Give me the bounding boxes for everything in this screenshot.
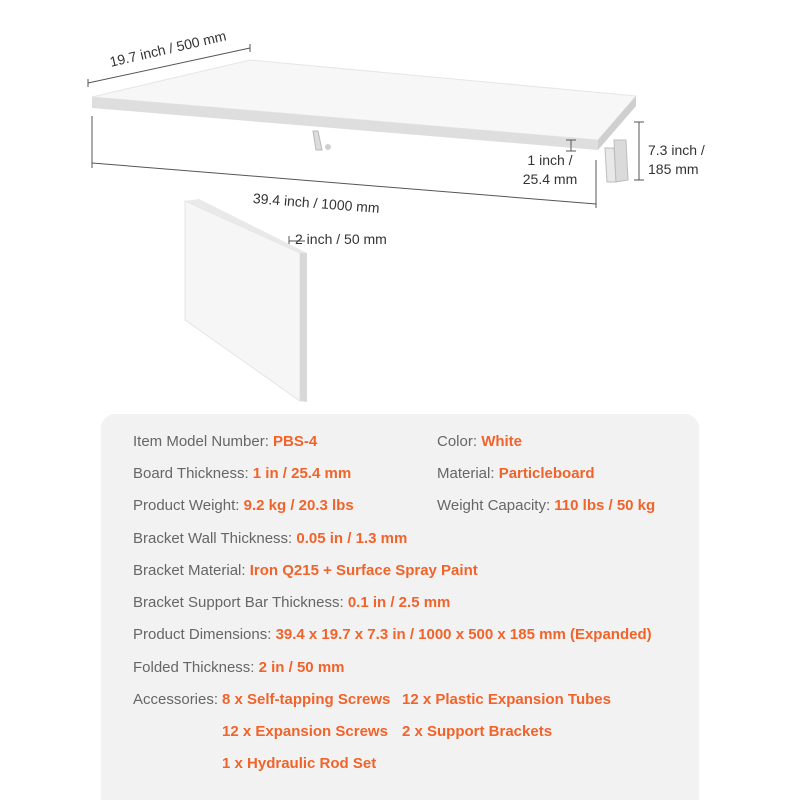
spec-capacity-value: 110 lbs / 50 kg [554,497,656,514]
spec-accessories-label: Accessories: [133,691,219,708]
spec-dimensions [133,626,652,643]
folded-panel [185,199,307,402]
spec-bracket-material-label: Bracket Material: [133,562,250,579]
spec-folded-value: 2 in / 50 mm [258,659,345,676]
width-dimension-label: 39.4 inch / 1000 mm [252,190,381,216]
accessory-item: 8 x Self-tapping Screws [222,691,391,708]
spec-model-label: Item Model Number: [133,433,274,450]
spec-material [437,465,595,482]
accessory-item: 12 x Expansion Screws [222,723,388,740]
spec-accessories [133,691,218,708]
thickness-line1: 1 inch / [527,152,573,168]
spec-support-bar-value: 0.1 in / 2.5 mm [347,594,451,611]
spec-material-label: Material: [437,465,499,482]
spec-folded [133,659,345,676]
spec-bracket-wall [133,530,407,547]
depth-dimension-label: 19.7 inch / 500 mm [108,27,228,70]
spec-bracket-wall-value: 0.05 in / 1.3 mm [296,530,408,547]
spec-weight [133,497,354,514]
spec-bracket-material [133,562,478,579]
accessory-item: 2 x Support Brackets [402,723,553,740]
spec-material-value: Particleboard [498,465,595,482]
spec-model [133,433,317,450]
spec-support-bar-label: Bracket Support Bar Thickness: [133,594,348,611]
spec-board-thickness [133,465,351,482]
spec-dimensions-label: Product Dimensions: [133,626,276,643]
height-dimension-label [648,141,705,179]
spec-weight-label: Product Weight: [133,497,244,514]
spec-board-value: 1 in / 25.4 mm [252,465,352,482]
spec-support-bar [133,594,450,611]
folded-dimension-label: 2 inch / 50 mm [295,231,387,247]
height-line2: 185 mm [648,161,699,177]
spec-color [437,433,522,450]
spec-model-value: PBS-4 [273,433,318,450]
spec-weight-value: 9.2 kg / 20.3 lbs [243,497,354,514]
spec-bracket-material-value: Iron Q215 + Surface Spray Paint [249,562,478,579]
spec-color-label: Color: [437,433,482,450]
spec-color-value: White [481,433,523,450]
thickness-dimension-label [518,151,582,189]
accessory-item: 12 x Plastic Expansion Tubes [402,691,611,708]
spec-bracket-wall-label: Bracket Wall Thickness: [133,530,297,547]
spec-capacity-label: Weight Capacity: [437,497,555,514]
spec-board-label: Board Thickness: [133,465,253,482]
height-line1: 7.3 inch / [648,142,705,158]
spec-capacity [437,497,655,514]
spec-folded-label: Folded Thickness: [133,659,259,676]
spec-dimensions-value: 39.4 x 19.7 x 7.3 in / 1000 x 500 x 185 mm (Expanded) [275,626,652,643]
accessory-item: 1 x Hydraulic Rod Set [222,755,377,772]
thickness-line2: 25.4 mm [522,171,578,187]
